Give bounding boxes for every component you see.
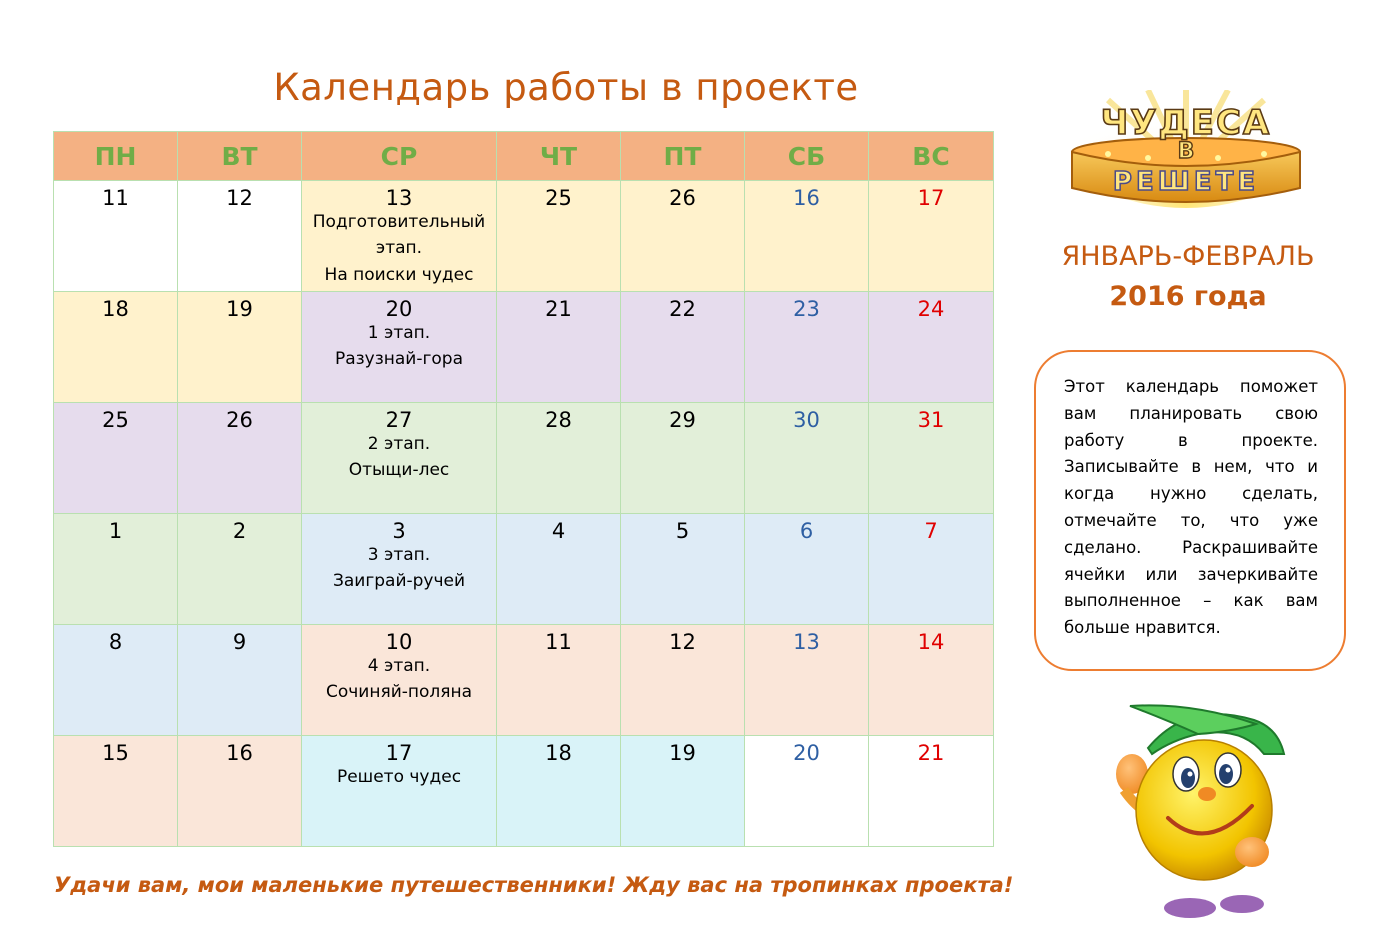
day-cell[interactable] [178,514,302,625]
day-number: 19 [669,741,696,765]
day-cell[interactable] [497,292,621,403]
stage-note: Разузнай-гора [334,349,464,369]
stage-note: этап. [375,238,423,258]
day-cell[interactable] [54,736,178,847]
day-cell[interactable] [869,292,994,403]
stage-note: 2 этап. [367,434,431,454]
day-cell[interactable] [54,514,178,625]
day-cell[interactable] [621,181,745,292]
day-cell[interactable] [745,625,869,736]
day-cell[interactable] [178,292,302,403]
day-number: 20 [385,297,413,321]
period-year: 2016 года [1109,281,1267,312]
day-number: 16 [226,741,253,765]
day-number: 29 [669,408,696,432]
week-row [54,736,994,847]
day-cell[interactable] [869,736,994,847]
day-cell[interactable] [497,181,621,292]
stage-note: Сочиняй-поляна [325,682,473,702]
day-cell[interactable] [178,403,302,514]
day-cell[interactable] [302,736,497,847]
day-number: 17 [917,186,945,210]
day-cell[interactable] [302,292,497,403]
day-number: 12 [669,630,696,654]
day-cell[interactable] [54,181,178,292]
day-cell[interactable] [497,736,621,847]
day-number: 8 [108,630,123,654]
day-number: 16 [793,186,820,210]
day-number: 22 [669,297,696,321]
day-cell[interactable] [178,625,302,736]
day-cell[interactable] [178,181,302,292]
info-box: Этот календарь поможет вам планировать свою работу в проекте. Записывайте в нем, что и когда нужно сделать, отмечайте то, что уже сделано. Раскрашивайте ячейки или зачеркивайте выполненное – как вам больше нравится. [1034,350,1346,671]
day-number: 27 [385,408,413,432]
day-number: 4 [551,519,566,543]
day-cell[interactable] [497,625,621,736]
day-cell[interactable] [745,514,869,625]
day-cell[interactable] [869,181,994,292]
day-cell[interactable] [302,181,497,292]
stage-note: 3 этап. [367,545,431,565]
day-number: 2 [232,519,247,543]
day-cell[interactable] [869,514,994,625]
week-row [54,292,994,403]
day-cell[interactable] [302,514,497,625]
day-number: 25 [102,408,129,432]
week-row [54,181,994,292]
day-number: 28 [545,408,572,432]
day-number: 25 [545,186,572,210]
stage-note: Заиграй-ручей [332,571,466,591]
day-cell[interactable] [54,625,178,736]
day-number: 21 [545,297,572,321]
weekday-sun: ВС [869,132,994,181]
day-cell[interactable] [621,514,745,625]
week-row [54,514,994,625]
weekday-header-row [54,132,994,181]
week-row [54,625,994,736]
day-number: 14 [917,630,945,654]
day-number: 21 [917,741,945,765]
logo-word2: В [1177,139,1195,164]
day-number: 13 [793,630,820,654]
day-number: 5 [675,519,690,543]
day-number: 30 [793,408,820,432]
day-cell[interactable] [869,625,994,736]
stage-note: Подготовительный [312,212,486,232]
logo-word1: ЧУДЕСА [1100,103,1272,143]
day-number: 7 [924,519,938,543]
stage-note: 4 этап. [367,656,431,676]
weekday-fri: ПТ [621,132,745,181]
footer-message: Удачи вам, мои маленькие путешественники! Жду вас на тропинках проекта! [54,873,1014,897]
day-cell[interactable] [621,736,745,847]
day-cell[interactable] [745,736,869,847]
day-number: 12 [226,186,253,210]
day-cell[interactable] [497,403,621,514]
day-number: 9 [232,630,247,654]
day-cell[interactable] [178,736,302,847]
week-row [54,403,994,514]
day-cell[interactable] [302,403,497,514]
day-cell[interactable] [745,181,869,292]
day-number: 13 [385,186,413,210]
stage-note: Отыщи-лес [348,460,450,480]
day-cell[interactable] [54,403,178,514]
day-number: 26 [226,408,253,432]
logo-word3: РЕШЕТЕ [1112,167,1260,197]
day-number: 18 [102,297,129,321]
stage-note: На поиски чудес [324,265,474,285]
weekday-sat: СБ [745,132,869,181]
day-number: 1 [108,519,123,543]
day-number: 31 [917,408,945,432]
weekday-thu: ЧТ [497,132,621,181]
weekday-tue: ВТ [178,132,302,181]
day-cell[interactable] [745,403,869,514]
day-number: 20 [793,741,820,765]
sun-mascot-icon [1102,698,1302,920]
day-number: 23 [793,297,820,321]
day-number: 11 [545,630,572,654]
page-title: Календарь работы в проекте [273,66,859,109]
day-cell[interactable] [869,403,994,514]
day-number: 3 [392,519,406,543]
period-months: ЯНВАРЬ-ФЕВРАЛЬ [1061,241,1315,272]
day-number: 19 [226,297,253,321]
day-cell[interactable] [302,625,497,736]
stage-note: 1 этап. [367,323,431,343]
day-cell[interactable] [621,403,745,514]
calendar-logo-icon [1068,90,1304,210]
day-number: 10 [385,630,413,654]
day-cell[interactable] [497,514,621,625]
weekday-wed: СР [302,132,497,181]
stage-note: Решето чудес [336,767,462,787]
day-cell[interactable] [745,292,869,403]
weekday-mon: ПН [54,132,178,181]
day-number: 11 [102,186,129,210]
day-number: 17 [385,741,413,765]
calendar-table [53,131,994,847]
day-cell[interactable] [54,292,178,403]
day-number: 26 [669,186,696,210]
day-cell[interactable] [621,625,745,736]
day-number: 6 [799,519,814,543]
day-number: 18 [545,741,572,765]
day-cell[interactable] [621,292,745,403]
day-number: 15 [102,741,129,765]
day-number: 24 [917,297,945,321]
